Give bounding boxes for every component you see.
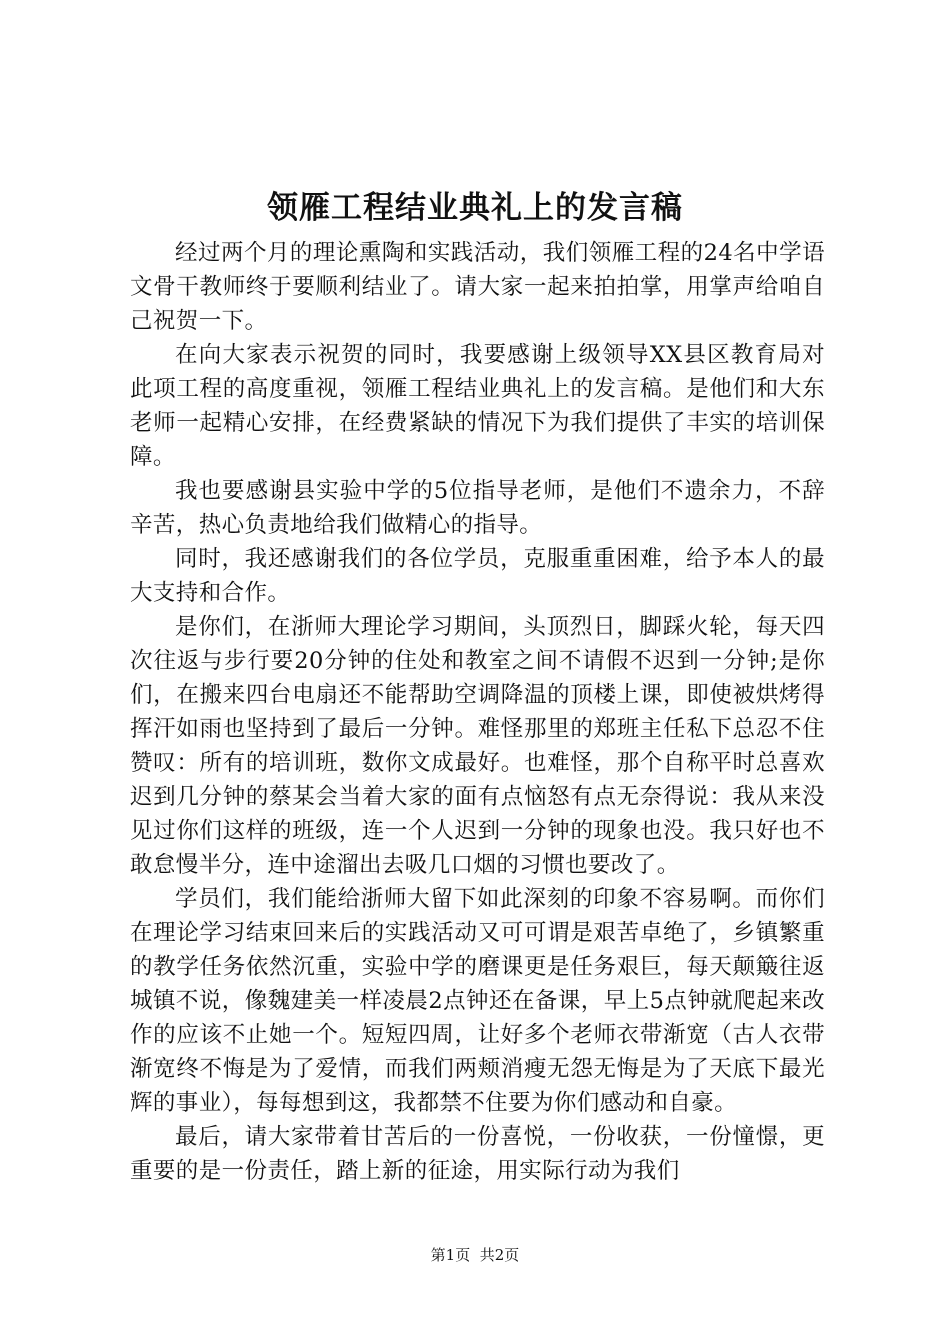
paragraph-7: 最后，请大家带着甘苦后的一份喜悦，一份收获，一份憧憬，更重要的是一份责任，踏上新的征途，用实际行动为我们	[130, 1124, 825, 1184]
paragraph-1: 经过两个月的理论熏陶和实践活动，我们领雁工程的24名中学语文骨干教师终于要顺利结业了。请大家一起来拍拍掌，用掌声给咱自己祝贺一下。	[130, 240, 825, 334]
paragraph-4: 同时，我还感谢我们的各位学员，克服重重困难，给予本人的最大支持和合作。	[130, 546, 825, 606]
footer-spacer	[470, 1246, 480, 1264]
page-number-total: 共2页	[479, 1246, 520, 1264]
document-body	[130, 236, 825, 1188]
document-title: 领雁工程结业典礼上的发言稿	[267, 190, 683, 226]
paragraph-2: 在向大家表示祝贺的同时，我要感谢上级领导XX县区教育局对此项工程的高度重视，领雁工程结业典礼上的发言稿。是他们和大东老师一起精心安排，在经费紧缺的情况下为我们提供了丰实的培训保障。	[130, 342, 825, 470]
paragraph-3: 我也要感谢县实验中学的5位指导老师，是他们不遗余力，不辞辛苦，热心负责地给我们做精心的指导。	[130, 478, 825, 538]
page-number-current: 第1页	[430, 1246, 471, 1264]
paragraph-6: 学员们，我们能给浙师大留下如此深刻的印象不容易啊。而你们在理论学习结束回来后的实践活动又可可谓是艰苦卓绝了，乡镇繁重的教学任务依然沉重，实验中学的磨课更是任务艰巨，每天颠簸往返城镇不说，像魏建美一样凌晨2点钟还在备课，早上5点钟就爬起来改作的应该不止她一个。短短四周，让好多个老师衣带渐宽（古人衣带渐宽终不悔是为了爱情，而我们两颊消瘦无怨无悔是为了天底下最光辉的事业），每每想到这，我都禁不住要为你们感动和自豪。	[130, 886, 825, 1116]
paragraph-5: 是你们，在浙师大理论学习期间，头顶烈日，脚踩火轮，每天四次往返与步行要20分钟的住处和教室之间不请假不迟到一分钟;是你们，在搬来四台电扇还不能帮助空调降温的顶楼上课，即使被烘烤得挥汗如雨也坚持到了最后一分钟。难怪那里的郑班主任私下总忍不住赞叹：所有的培训班，数你文成最好。也难怪，那个自称平时总喜欢迟到几分钟的蔡某会当着大家的面有点恼怒有点无奈得说：我从来没见过你们这样的班级，连一个人迟到一分钟的现象也没。我只好也不敢怠慢半分，连中途溜出去吸几口烟的习惯也要改了。	[130, 614, 825, 878]
page-footer	[0, 1244, 950, 1266]
